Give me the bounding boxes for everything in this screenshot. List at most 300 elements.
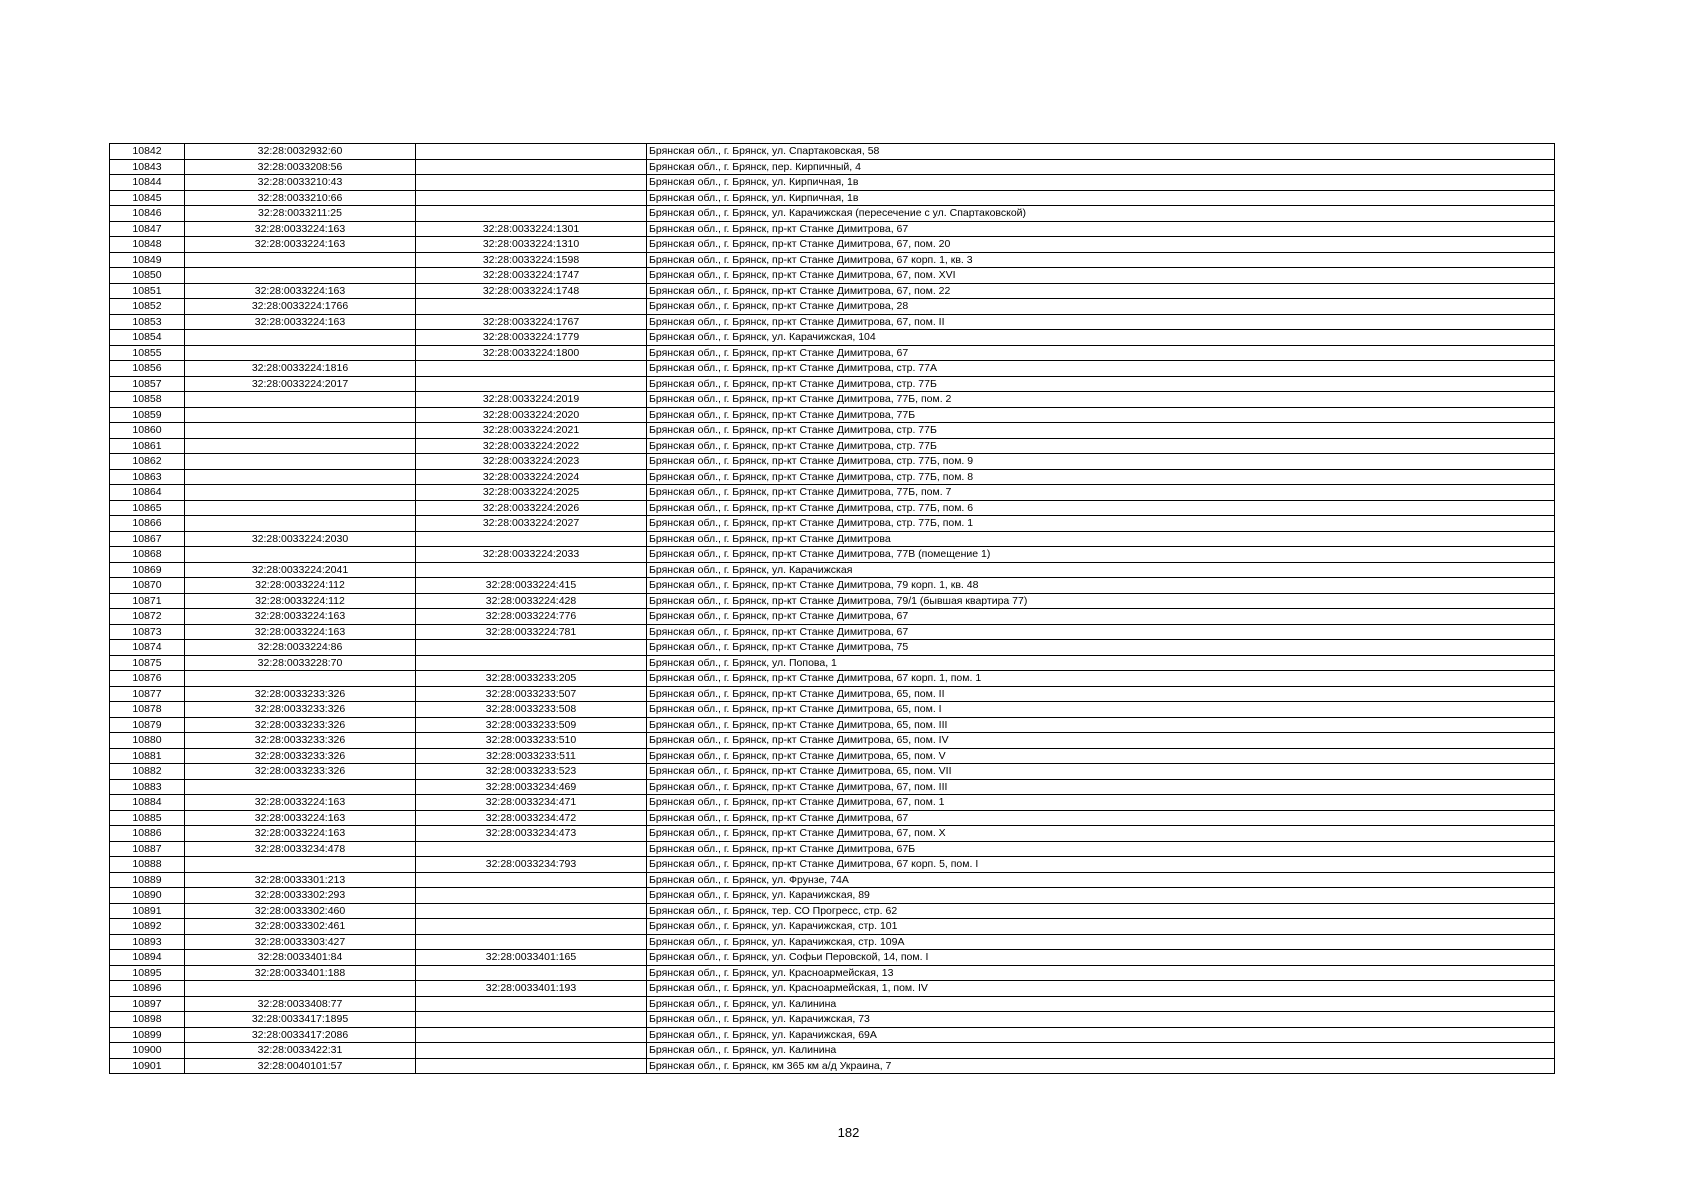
row-number-cell: 10857 (110, 376, 185, 392)
row-number-cell: 10867 (110, 531, 185, 547)
object-cadastral-number-cell: 32:28:0033233:508 (416, 702, 647, 718)
object-cadastral-number-cell (416, 1027, 647, 1043)
object-cadastral-number-cell: 32:28:0033234:793 (416, 857, 647, 873)
records-table (109, 143, 1555, 1074)
cadastral-number-cell: 32:28:0033303:427 (185, 934, 416, 950)
table-row (110, 779, 1555, 795)
row-number-cell: 10889 (110, 872, 185, 888)
cadastral-number-cell: 32:28:0033233:326 (185, 748, 416, 764)
row-number-cell: 10849 (110, 252, 185, 268)
table-row (110, 175, 1555, 191)
row-number-cell: 10858 (110, 392, 185, 408)
address-cell: Брянская обл., г. Брянск, пр-кт Станке Димитрова, 65, пом. VII (647, 764, 1555, 780)
address-cell: Брянская обл., г. Брянск, пр-кт Станке Димитрова, стр. 77Б (647, 376, 1555, 392)
row-number-cell: 10855 (110, 345, 185, 361)
cadastral-number-cell: 32:28:0033224:2030 (185, 531, 416, 547)
address-cell: Брянская обл., г. Брянск, пр-кт Станке Димитрова, стр. 77Б, пом. 9 (647, 454, 1555, 470)
table-row (110, 748, 1555, 764)
table-row (110, 624, 1555, 640)
table-row (110, 531, 1555, 547)
cadastral-number-cell: 32:28:0033233:326 (185, 702, 416, 718)
object-cadastral-number-cell (416, 159, 647, 175)
address-cell: Брянская обл., г. Брянск, пр-кт Станке Димитрова, 67, пом. XVI (647, 268, 1555, 284)
row-number-cell: 10891 (110, 903, 185, 919)
object-cadastral-number-cell: 32:28:0033233:509 (416, 717, 647, 733)
cadastral-number-cell: 32:28:0033224:163 (185, 826, 416, 842)
row-number-cell: 10879 (110, 717, 185, 733)
address-cell: Брянская обл., г. Брянск, пр-кт Станке Димитрова, стр. 77Б, пом. 6 (647, 500, 1555, 516)
cadastral-number-cell: 32:28:0033208:56 (185, 159, 416, 175)
object-cadastral-number-cell: 32:28:0033233:511 (416, 748, 647, 764)
table-row (110, 345, 1555, 361)
table-row (110, 950, 1555, 966)
cadastral-number-cell: 32:28:0033224:163 (185, 237, 416, 253)
row-number-cell: 10860 (110, 423, 185, 439)
row-number-cell: 10898 (110, 1012, 185, 1028)
object-cadastral-number-cell: 32:28:0033233:523 (416, 764, 647, 780)
row-number-cell: 10896 (110, 981, 185, 997)
object-cadastral-number-cell: 32:28:0033233:205 (416, 671, 647, 687)
cadastral-number-cell: 32:28:0033211:25 (185, 206, 416, 222)
address-cell: Брянская обл., г. Брянск, пр-кт Станке Димитрова, 67, пом. 22 (647, 283, 1555, 299)
address-cell: Брянская обл., г. Брянск, пр-кт Станке Димитрова, 67 (647, 810, 1555, 826)
cadastral-number-cell: 32:28:0033234:478 (185, 841, 416, 857)
cadastral-number-cell: 32:28:0033224:2017 (185, 376, 416, 392)
address-cell: Брянская обл., г. Брянск, пр-кт Станке Димитрова, 67 корп. 5, пом. I (647, 857, 1555, 873)
object-cadastral-number-cell: 32:28:0033224:776 (416, 609, 647, 625)
address-cell: Брянская обл., г. Брянск, пр-кт Станке Димитрова, 67 корп. 1, пом. 1 (647, 671, 1555, 687)
address-cell: Брянская обл., г. Брянск, ул. Карачижская, 69А (647, 1027, 1555, 1043)
cadastral-number-cell: 32:28:0033224:1766 (185, 299, 416, 315)
cadastral-number-cell (185, 779, 416, 795)
row-number-cell: 10861 (110, 438, 185, 454)
cadastral-number-cell: 32:28:0033301:213 (185, 872, 416, 888)
row-number-cell: 10890 (110, 888, 185, 904)
cadastral-number-cell: 32:28:0033210:66 (185, 190, 416, 206)
table-row (110, 221, 1555, 237)
address-cell: Брянская обл., г. Брянск, ул. Карачижская, 89 (647, 888, 1555, 904)
row-number-cell: 10871 (110, 593, 185, 609)
address-cell: Брянская обл., г. Брянск, ул. Софьи Перовской, 14, пом. I (647, 950, 1555, 966)
object-cadastral-number-cell (416, 640, 647, 656)
object-cadastral-number-cell (416, 562, 647, 578)
table-row (110, 857, 1555, 873)
row-number-cell: 10886 (110, 826, 185, 842)
object-cadastral-number-cell (416, 1058, 647, 1074)
row-number-cell: 10876 (110, 671, 185, 687)
row-number-cell: 10863 (110, 469, 185, 485)
cadastral-number-cell: 32:28:0033302:293 (185, 888, 416, 904)
records-table-body (110, 144, 1555, 1074)
address-cell: Брянская обл., г. Брянск, пр-кт Станке Димитрова, стр. 77Б, пом. 1 (647, 516, 1555, 532)
address-cell: Брянская обл., г. Брянск, пр-кт Станке Димитрова, 67Б (647, 841, 1555, 857)
cadastral-number-cell: 32:28:0033224:112 (185, 578, 416, 594)
cadastral-number-cell: 32:28:0033224:2041 (185, 562, 416, 578)
address-cell: Брянская обл., г. Брянск, ул. Карачижская, стр. 101 (647, 919, 1555, 935)
cadastral-number-cell: 32:28:0033417:1895 (185, 1012, 416, 1028)
object-cadastral-number-cell (416, 841, 647, 857)
object-cadastral-number-cell: 32:28:0033224:1748 (416, 283, 647, 299)
address-cell: Брянская обл., г. Брянск, пр-кт Станке Димитрова (647, 531, 1555, 547)
cadastral-number-cell: 32:28:0033233:326 (185, 764, 416, 780)
address-cell: Брянская обл., г. Брянск, пр-кт Станке Димитрова, 65, пом. V (647, 748, 1555, 764)
address-cell: Брянская обл., г. Брянск, пр-кт Станке Димитрова, стр. 77Б (647, 438, 1555, 454)
row-number-cell: 10847 (110, 221, 185, 237)
table-row (110, 268, 1555, 284)
row-number-cell: 10874 (110, 640, 185, 656)
table-row (110, 733, 1555, 749)
cadastral-number-cell (185, 268, 416, 284)
object-cadastral-number-cell (416, 190, 647, 206)
address-cell: Брянская обл., г. Брянск, пр-кт Станке Димитрова, 75 (647, 640, 1555, 656)
address-cell: Брянская обл., г. Брянск, ул. Спартаковская, 58 (647, 144, 1555, 160)
table-row (110, 314, 1555, 330)
row-number-cell: 10850 (110, 268, 185, 284)
row-number-cell: 10897 (110, 996, 185, 1012)
object-cadastral-number-cell (416, 888, 647, 904)
row-number-cell: 10878 (110, 702, 185, 718)
object-cadastral-number-cell: 32:28:0033224:2026 (416, 500, 647, 516)
row-number-cell: 10894 (110, 950, 185, 966)
address-cell: Брянская обл., г. Брянск, пр-кт Станке Димитрова, 67, пом. X (647, 826, 1555, 842)
object-cadastral-number-cell (416, 361, 647, 377)
address-cell: Брянская обл., г. Брянск, тер. СО Прогресс, стр. 62 (647, 903, 1555, 919)
object-cadastral-number-cell (416, 872, 647, 888)
address-cell: Брянская обл., г. Брянск, пр-кт Станке Димитрова, 79/1 (бывшая квартира 77) (647, 593, 1555, 609)
object-cadastral-number-cell: 32:28:0033234:469 (416, 779, 647, 795)
row-number-cell: 10877 (110, 686, 185, 702)
address-cell: Брянская обл., г. Брянск, ул. Карачижская, стр. 109А (647, 934, 1555, 950)
object-cadastral-number-cell: 32:28:0033224:1800 (416, 345, 647, 361)
object-cadastral-number-cell (416, 144, 647, 160)
cadastral-number-cell (185, 438, 416, 454)
cadastral-number-cell (185, 345, 416, 361)
table-row (110, 593, 1555, 609)
row-number-cell: 10885 (110, 810, 185, 826)
address-cell: Брянская обл., г. Брянск, пер. Кирпичный, 4 (647, 159, 1555, 175)
address-cell: Брянская обл., г. Брянск, ул. Калинина (647, 996, 1555, 1012)
address-cell: Брянская обл., г. Брянск, пр-кт Станке Димитрова, 67, пом. II (647, 314, 1555, 330)
object-cadastral-number-cell: 32:28:0033224:415 (416, 578, 647, 594)
cadastral-number-cell (185, 857, 416, 873)
cadastral-number-cell: 32:28:0033224:163 (185, 624, 416, 640)
address-cell: Брянская обл., г. Брянск, ул. Калинина (647, 1043, 1555, 1059)
address-cell: Брянская обл., г. Брянск, пр-кт Станке Димитрова, 77Б, пом. 2 (647, 392, 1555, 408)
address-cell: Брянская обл., г. Брянск, пр-кт Станке Димитрова, стр. 77Б, пом. 8 (647, 469, 1555, 485)
table-row (110, 206, 1555, 222)
row-number-cell: 10893 (110, 934, 185, 950)
table-row (110, 562, 1555, 578)
cadastral-number-cell: 32:28:0033401:84 (185, 950, 416, 966)
address-cell: Брянская обл., г. Брянск, пр-кт Станке Димитрова, 79 корп. 1, кв. 48 (647, 578, 1555, 594)
address-cell: Брянская обл., г. Брянск, пр-кт Станке Димитрова, 67 (647, 221, 1555, 237)
address-cell: Брянская обл., г. Брянск, ул. Красноармейская, 1, пом. IV (647, 981, 1555, 997)
table-row (110, 454, 1555, 470)
table-row (110, 1043, 1555, 1059)
object-cadastral-number-cell: 32:28:0033401:193 (416, 981, 647, 997)
cadastral-number-cell (185, 469, 416, 485)
object-cadastral-number-cell: 32:28:0033224:1779 (416, 330, 647, 346)
cadastral-number-cell (185, 423, 416, 439)
cadastral-number-cell (185, 392, 416, 408)
object-cadastral-number-cell (416, 531, 647, 547)
address-cell: Брянская обл., г. Брянск, ул. Кирпичная, 1в (647, 190, 1555, 206)
object-cadastral-number-cell (416, 919, 647, 935)
row-number-cell: 10892 (110, 919, 185, 935)
address-cell: Брянская обл., г. Брянск, ул. Красноармейская, 13 (647, 965, 1555, 981)
row-number-cell: 10899 (110, 1027, 185, 1043)
address-cell: Брянская обл., г. Брянск, пр-кт Станке Димитрова, 67, пом. III (647, 779, 1555, 795)
object-cadastral-number-cell: 32:28:0033224:1598 (416, 252, 647, 268)
address-cell: Брянская обл., г. Брянск, пр-кт Станке Димитрова, стр. 77А (647, 361, 1555, 377)
object-cadastral-number-cell (416, 903, 647, 919)
table-row (110, 469, 1555, 485)
address-cell: Брянская обл., г. Брянск, пр-кт Станке Димитрова, 67 корп. 1, кв. 3 (647, 252, 1555, 268)
cadastral-number-cell: 32:28:0033233:326 (185, 717, 416, 733)
address-cell: Брянская обл., г. Брянск, пр-кт Станке Димитрова, 77Б, пом. 7 (647, 485, 1555, 501)
table-row (110, 376, 1555, 392)
row-number-cell: 10842 (110, 144, 185, 160)
row-number-cell: 10887 (110, 841, 185, 857)
object-cadastral-number-cell: 32:28:0033224:1310 (416, 237, 647, 253)
address-cell: Брянская обл., г. Брянск, пр-кт Станке Димитрова, 65, пом. III (647, 717, 1555, 733)
address-cell: Брянская обл., г. Брянск, пр-кт Станке Димитрова, 67 (647, 624, 1555, 640)
table-row (110, 330, 1555, 346)
object-cadastral-number-cell: 32:28:0033224:1301 (416, 221, 647, 237)
table-row (110, 190, 1555, 206)
table-row (110, 655, 1555, 671)
table-row (110, 965, 1555, 981)
row-number-cell: 10882 (110, 764, 185, 780)
table-row (110, 826, 1555, 842)
cadastral-number-cell: 32:28:0033408:77 (185, 996, 416, 1012)
table-row (110, 903, 1555, 919)
address-cell: Брянская обл., г. Брянск, пр-кт Станке Димитрова, 67, пом. 20 (647, 237, 1555, 253)
table-row (110, 764, 1555, 780)
table-row (110, 810, 1555, 826)
address-cell: Брянская обл., г. Брянск, пр-кт Станке Димитрова, 65, пом. IV (647, 733, 1555, 749)
cadastral-number-cell (185, 547, 416, 563)
page-number: 182 (837, 1125, 860, 1140)
address-cell: Брянская обл., г. Брянск, пр-кт Станке Димитрова, 28 (647, 299, 1555, 315)
table-row (110, 485, 1555, 501)
cadastral-number-cell (185, 500, 416, 516)
cadastral-number-cell: 32:28:0033228:70 (185, 655, 416, 671)
table-row (110, 609, 1555, 625)
table-row (110, 888, 1555, 904)
object-cadastral-number-cell (416, 1043, 647, 1059)
row-number-cell: 10872 (110, 609, 185, 625)
cadastral-number-cell (185, 485, 416, 501)
cadastral-number-cell (185, 671, 416, 687)
row-number-cell: 10866 (110, 516, 185, 532)
row-number-cell: 10883 (110, 779, 185, 795)
address-cell: Брянская обл., г. Брянск, пр-кт Станке Димитрова, стр. 77Б (647, 423, 1555, 439)
table-row (110, 981, 1555, 997)
object-cadastral-number-cell: 32:28:0033224:428 (416, 593, 647, 609)
row-number-cell: 10851 (110, 283, 185, 299)
object-cadastral-number-cell (416, 376, 647, 392)
address-cell: Брянская обл., г. Брянск, пр-кт Станке Димитрова, 65, пом. II (647, 686, 1555, 702)
cadastral-number-cell: 32:28:0033210:43 (185, 175, 416, 191)
cadastral-number-cell: 32:28:0033224:163 (185, 283, 416, 299)
table-row (110, 516, 1555, 532)
table-row (110, 144, 1555, 160)
object-cadastral-number-cell (416, 1012, 647, 1028)
object-cadastral-number-cell: 32:28:0033234:471 (416, 795, 647, 811)
object-cadastral-number-cell (416, 934, 647, 950)
cadastral-number-cell: 32:28:0033302:460 (185, 903, 416, 919)
table-row (110, 702, 1555, 718)
table-row (110, 578, 1555, 594)
row-number-cell: 10873 (110, 624, 185, 640)
address-cell: Брянская обл., г. Брянск, км 365 км а/д Украина, 7 (647, 1058, 1555, 1074)
cadastral-number-cell (185, 330, 416, 346)
row-number-cell: 10845 (110, 190, 185, 206)
row-number-cell: 10865 (110, 500, 185, 516)
row-number-cell: 10868 (110, 547, 185, 563)
row-number-cell: 10900 (110, 1043, 185, 1059)
cadastral-number-cell (185, 981, 416, 997)
table-row (110, 686, 1555, 702)
cadastral-number-cell (185, 454, 416, 470)
object-cadastral-number-cell: 32:28:0033224:1767 (416, 314, 647, 330)
row-number-cell: 10888 (110, 857, 185, 873)
object-cadastral-number-cell: 32:28:0033224:781 (416, 624, 647, 640)
row-number-cell: 10854 (110, 330, 185, 346)
cadastral-number-cell: 32:28:0033422:31 (185, 1043, 416, 1059)
row-number-cell: 10844 (110, 175, 185, 191)
table-row (110, 795, 1555, 811)
object-cadastral-number-cell: 32:28:0033224:1747 (416, 268, 647, 284)
cadastral-number-cell: 32:28:0033224:163 (185, 609, 416, 625)
table-row (110, 392, 1555, 408)
table-row (110, 1012, 1555, 1028)
table-row (110, 671, 1555, 687)
cadastral-number-cell: 32:28:0033224:1816 (185, 361, 416, 377)
address-cell: Брянская обл., г. Брянск, пр-кт Станке Димитрова, 67 (647, 345, 1555, 361)
object-cadastral-number-cell (416, 299, 647, 315)
cadastral-number-cell (185, 516, 416, 532)
row-number-cell: 10843 (110, 159, 185, 175)
row-number-cell: 10859 (110, 407, 185, 423)
cadastral-number-cell: 32:28:0033233:326 (185, 733, 416, 749)
row-number-cell: 10852 (110, 299, 185, 315)
row-number-cell: 10880 (110, 733, 185, 749)
row-number-cell: 10875 (110, 655, 185, 671)
row-number-cell: 10853 (110, 314, 185, 330)
object-cadastral-number-cell: 32:28:0033233:510 (416, 733, 647, 749)
row-number-cell: 10901 (110, 1058, 185, 1074)
cadastral-number-cell (185, 252, 416, 268)
row-number-cell: 10895 (110, 965, 185, 981)
address-cell: Брянская обл., г. Брянск, ул. Карачижская (647, 562, 1555, 578)
object-cadastral-number-cell: 32:28:0033224:2019 (416, 392, 647, 408)
table-row (110, 1027, 1555, 1043)
table-row (110, 996, 1555, 1012)
object-cadastral-number-cell (416, 655, 647, 671)
object-cadastral-number-cell (416, 175, 647, 191)
object-cadastral-number-cell: 32:28:0033224:2021 (416, 423, 647, 439)
table-row (110, 919, 1555, 935)
cadastral-number-cell: 32:28:0033401:188 (185, 965, 416, 981)
table-row (110, 299, 1555, 315)
address-cell: Брянская обл., г. Брянск, ул. Карачижская (пересечение с ул. Спартаковской) (647, 206, 1555, 222)
table-row (110, 407, 1555, 423)
cadastral-number-cell: 32:28:0033224:163 (185, 314, 416, 330)
object-cadastral-number-cell (416, 996, 647, 1012)
object-cadastral-number-cell (416, 965, 647, 981)
table-row (110, 500, 1555, 516)
object-cadastral-number-cell: 32:28:0033224:2020 (416, 407, 647, 423)
object-cadastral-number-cell: 32:28:0033234:473 (416, 826, 647, 842)
table-row (110, 547, 1555, 563)
object-cadastral-number-cell: 32:28:0033224:2033 (416, 547, 647, 563)
row-number-cell: 10881 (110, 748, 185, 764)
table-row (110, 237, 1555, 253)
address-cell: Брянская обл., г. Брянск, пр-кт Станке Димитрова, 65, пом. I (647, 702, 1555, 718)
address-cell: Брянская обл., г. Брянск, пр-кт Станке Димитрова, 77В (помещение 1) (647, 547, 1555, 563)
object-cadastral-number-cell: 32:28:0033401:165 (416, 950, 647, 966)
table-row (110, 934, 1555, 950)
table-row (110, 159, 1555, 175)
table-row (110, 423, 1555, 439)
address-cell: Брянская обл., г. Брянск, ул. Попова, 1 (647, 655, 1555, 671)
address-cell: Брянская обл., г. Брянск, пр-кт Станке Димитрова, 67, пом. 1 (647, 795, 1555, 811)
row-number-cell: 10864 (110, 485, 185, 501)
address-cell: Брянская обл., г. Брянск, пр-кт Станке Димитрова, 67 (647, 609, 1555, 625)
row-number-cell: 10862 (110, 454, 185, 470)
object-cadastral-number-cell (416, 206, 647, 222)
table-row (110, 717, 1555, 733)
cadastral-number-cell: 32:28:0032932:60 (185, 144, 416, 160)
table-row (110, 438, 1555, 454)
table-row (110, 841, 1555, 857)
object-cadastral-number-cell: 32:28:0033233:507 (416, 686, 647, 702)
cadastral-number-cell: 32:28:0040101:57 (185, 1058, 416, 1074)
cadastral-number-cell: 32:28:0033302:461 (185, 919, 416, 935)
row-number-cell: 10856 (110, 361, 185, 377)
cadastral-number-cell: 32:28:0033224:86 (185, 640, 416, 656)
cadastral-number-cell: 32:28:0033224:163 (185, 795, 416, 811)
row-number-cell: 10848 (110, 237, 185, 253)
address-cell: Брянская обл., г. Брянск, ул. Карачижская, 104 (647, 330, 1555, 346)
address-cell: Брянская обл., г. Брянск, ул. Карачижская, 73 (647, 1012, 1555, 1028)
table-row (110, 361, 1555, 377)
cadastral-number-cell: 32:28:0033224:163 (185, 810, 416, 826)
address-cell: Брянская обл., г. Брянск, пр-кт Станке Димитрова, 77Б (647, 407, 1555, 423)
address-cell: Брянская обл., г. Брянск, ул. Кирпичная, 1в (647, 175, 1555, 191)
object-cadastral-number-cell: 32:28:0033224:2022 (416, 438, 647, 454)
table-row (110, 283, 1555, 299)
object-cadastral-number-cell: 32:28:0033224:2024 (416, 469, 647, 485)
cadastral-number-cell (185, 407, 416, 423)
address-cell: Брянская обл., г. Брянск, ул. Фрунзе, 74А (647, 872, 1555, 888)
object-cadastral-number-cell: 32:28:0033224:2025 (416, 485, 647, 501)
table-row (110, 1058, 1555, 1074)
table-row (110, 640, 1555, 656)
object-cadastral-number-cell: 32:28:0033234:472 (416, 810, 647, 826)
object-cadastral-number-cell: 32:28:0033224:2023 (416, 454, 647, 470)
row-number-cell: 10846 (110, 206, 185, 222)
cadastral-number-cell: 32:28:0033224:163 (185, 221, 416, 237)
row-number-cell: 10884 (110, 795, 185, 811)
table-row (110, 872, 1555, 888)
cadastral-number-cell: 32:28:0033233:326 (185, 686, 416, 702)
row-number-cell: 10870 (110, 578, 185, 594)
cadastral-number-cell: 32:28:0033417:2086 (185, 1027, 416, 1043)
row-number-cell: 10869 (110, 562, 185, 578)
